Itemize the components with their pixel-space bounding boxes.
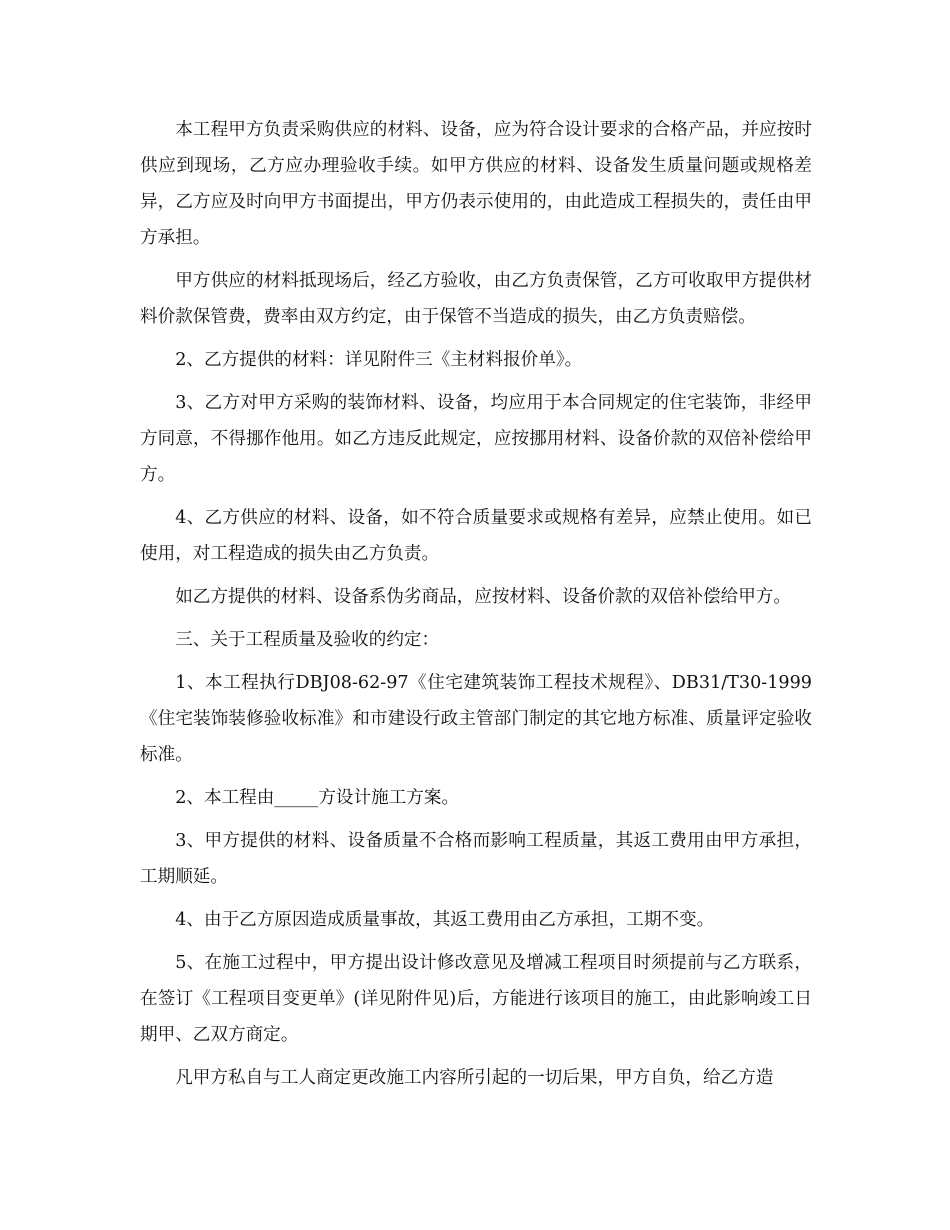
paragraph-7: 1、本工程执行DBJ08-62-97《住宅建筑装饰工程技术规程》、DB31/T30-1999《住宅装饰装修验收标准》和市建设行政主管部门制定的其它地方标准、质量评定验收标准。 xyxy=(140,673,812,765)
paragraph-9: 3、甲方提供的材料、设备质量不合格而影响工程质量，其返工费用由甲方承担，工期顺延。 xyxy=(140,831,812,887)
section-heading: 三、关于工程质量及验收的约定： xyxy=(175,630,440,650)
paragraph-3: 2、乙方提供的材料：详见附件三《主材料报价单》。 xyxy=(175,350,583,370)
paragraph-12: 凡甲方私自与工人商定更改施工内容所引起的一切后果，甲方自负，给乙方造 xyxy=(175,1068,774,1088)
paragraph-1: 本工程甲方负责采购供应的材料、设备，应为符合设计要求的合格产品，并应按时供应到现场，乙方应办理验收手续。如甲方供应的材料、设备发生质量问题或规格差异，乙方应及时向甲方书面提出，甲方仍表示使用的，由此造成工程损失的，责任由甲方承担。 xyxy=(140,120,812,248)
paragraph-6: 如乙方提供的材料、设备系伪劣商品，应按材料、设备价款的双倍补偿给甲方。 xyxy=(175,587,791,607)
paragraph-5: 4、乙方供应的材料、设备，如不符合质量要求或规格有差异，应禁止使用。如已使用，对工程造成的损失由乙方负责。 xyxy=(140,508,812,564)
paragraph-11: 5、在施工过程中，甲方提出设计修改意见及增减工程项目时须提前与乙方联系，在签订《工程项目变更单》(详见附件见)后，方能进行该项目的施工，由此影响竣工日期甲、乙双方商定。 xyxy=(140,953,812,1045)
paragraph-2: 甲方供应的材料抵现场后，经乙方验收，由乙方负责保管，乙方可收取甲方提供材料价款保管费，费率由双方约定，由于保管不当造成的损失，由乙方负责赔偿。 xyxy=(140,271,812,327)
paragraph-8: 2、本工程由_____方设计施工方案。 xyxy=(175,788,460,808)
document-body xyxy=(140,112,812,1103)
paragraph-4: 3、乙方对甲方采购的装饰材料、设备，均应用于本合同规定的住宅装饰，非经甲方同意，不得挪作他用。如乙方违反此规定，应按挪用材料、设备价款的双倍补偿给甲方。 xyxy=(140,393,812,485)
paragraph-10: 4、由于乙方原因造成质量事故，其返工费用由乙方承担，工期不变。 xyxy=(175,910,715,930)
